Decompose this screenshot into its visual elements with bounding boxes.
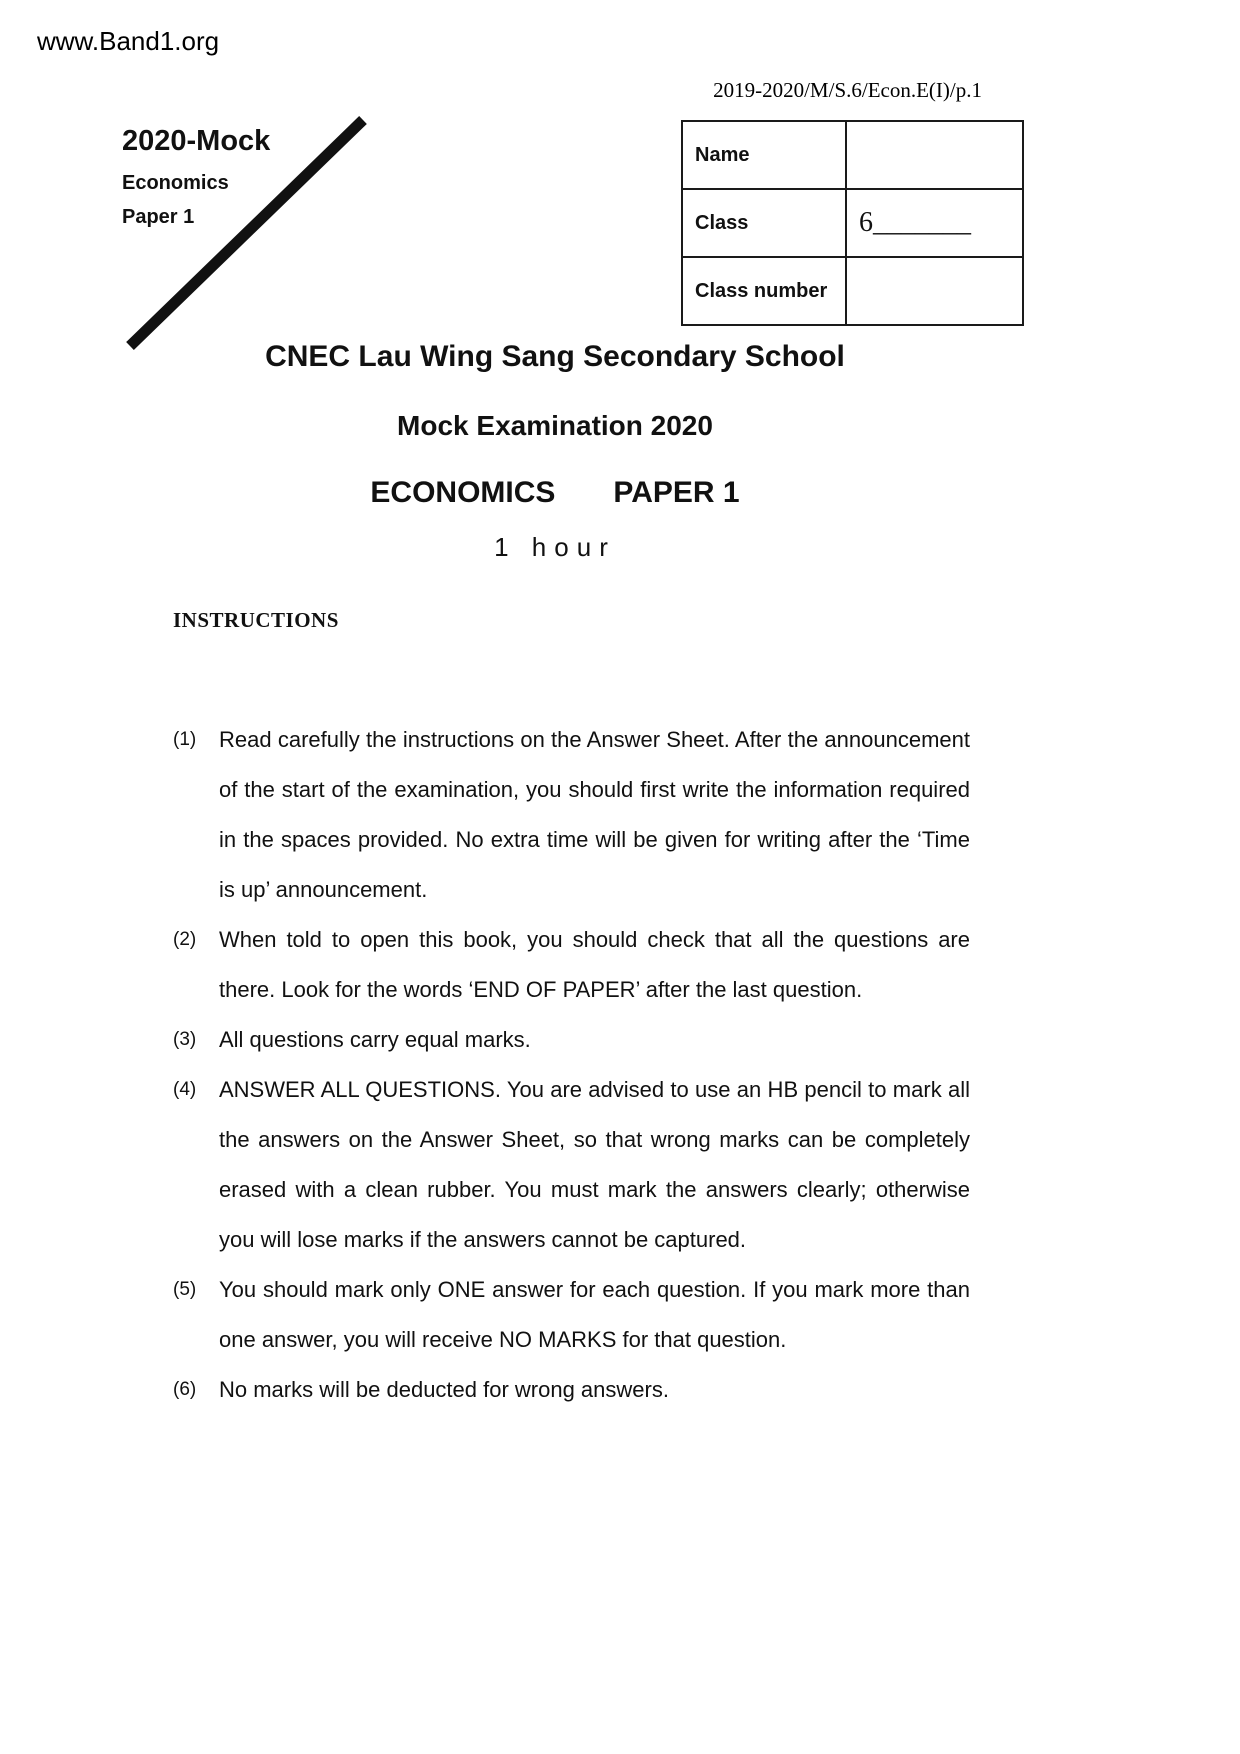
table-row [682, 121, 1023, 189]
table-row [682, 189, 1023, 257]
instructions-list [173, 715, 970, 1415]
list-item [173, 715, 970, 915]
class-label: Class [682, 189, 846, 257]
instructions-section [173, 608, 970, 1415]
instruction-number: (4) [173, 1079, 197, 1100]
subject-paper-title [135, 476, 975, 510]
corner-label-paper: Paper 1 [122, 205, 195, 228]
instruction-number: (5) [173, 1279, 197, 1300]
instructions-heading: INSTRUCTIONS [173, 608, 339, 632]
class-field[interactable]: 6_______ [846, 189, 1023, 257]
instruction-number: (6) [173, 1379, 197, 1400]
title-block [135, 340, 975, 563]
list-item [173, 1265, 970, 1365]
list-item [173, 1015, 970, 1065]
instruction-number: (2) [173, 929, 197, 950]
paper-number: PAPER 1 [613, 476, 740, 509]
subject-name: ECONOMICS [370, 476, 556, 509]
site-watermark: www.Band1.org [37, 26, 220, 56]
diagonal-strike-line [118, 110, 378, 355]
school-name: CNEC Lau Wing Sang Secondary School [265, 340, 845, 373]
student-info-table [681, 120, 1024, 326]
instruction-number: (1) [173, 729, 197, 750]
class-number-label: Class number [682, 257, 846, 325]
instruction-text: ANSWER ALL QUESTIONS. You are advised to use an HB pencil to mark all the answers on the Answer Sheet, so that wrong marks can be completely erased with a clean rubber. You must mark the answers clearly; otherwise you will lose marks if the answers cannot be captured. [219, 1077, 970, 1252]
class-number-field[interactable] [846, 257, 1023, 325]
table-row [682, 257, 1023, 325]
name-field[interactable] [846, 121, 1023, 189]
corner-label-year: 2020-Mock [122, 125, 271, 157]
instruction-text: When told to open this book, you should check that all the questions are there. Look for the words ‘END OF PAPER’ after the last question. [219, 927, 970, 1002]
instruction-text: You should mark only ONE answer for each question. If you mark more than one answer, you will receive NO MARKS for that question. [219, 1277, 970, 1352]
document-reference: 2019-2020/M/S.6/Econ.E(I)/p.1 [713, 78, 982, 102]
list-item [173, 1365, 970, 1415]
list-item [173, 1065, 970, 1265]
name-label: Name [682, 121, 846, 189]
instruction-text: Read carefully the instructions on the Answer Sheet. After the announcement of the start of the examination, you should first write the information required in the spaces provided. No extra time will be given for writing after the ‘Time is up’ announcement. [219, 727, 970, 902]
corner-label-subject: Economics [122, 171, 229, 194]
exam-duration: 1 hour [494, 532, 616, 562]
instruction-text: No marks will be deducted for wrong answers. [219, 1377, 669, 1402]
instruction-text: All questions carry equal marks. [219, 1027, 531, 1052]
exam-title: Mock Examination 2020 [397, 410, 713, 441]
instruction-number: (3) [173, 1029, 197, 1050]
list-item [173, 915, 970, 1015]
